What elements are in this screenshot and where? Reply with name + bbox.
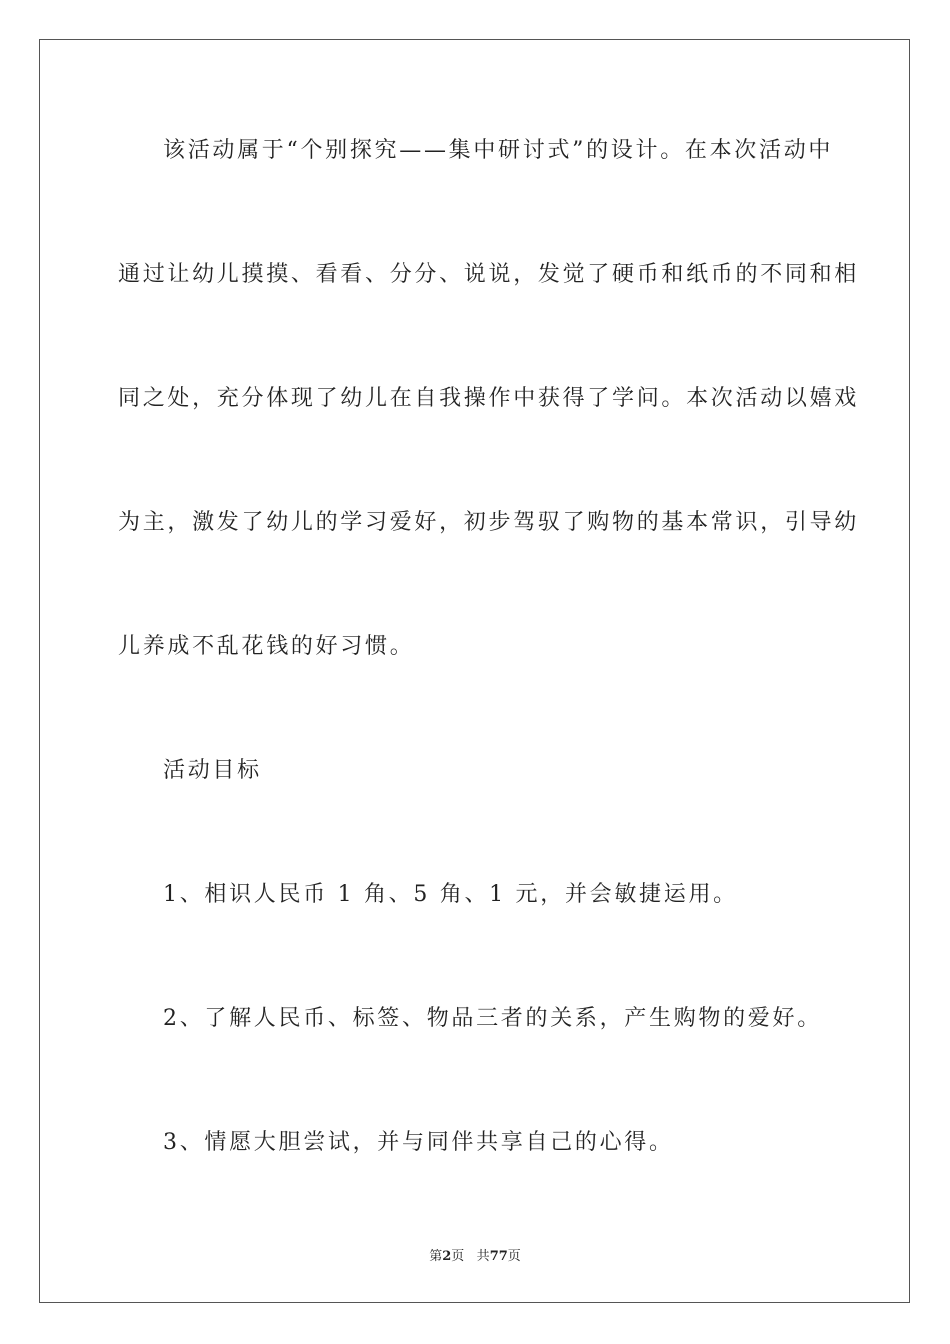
paragraph-line-4: 为主，激发了幼儿的学习爱好，初步驾驭了购物的基本常识，引导幼: [118, 510, 860, 535]
section-title: 活动目标: [163, 758, 262, 783]
footer-total-suffix: 页: [507, 1249, 521, 1264]
goal-item-1: 1、相识人民币 1 角、5 角、1 元，并会敏捷运用。: [163, 882, 738, 907]
paragraph-line-5: 儿养成不乱花钱的好习惯。: [118, 634, 415, 659]
page-border: [39, 39, 910, 1303]
footer-page-suffix: 页: [451, 1249, 465, 1264]
goal-item-3: 3、情愿大胆尝试，并与同伴共享自己的心得。: [163, 1130, 674, 1155]
footer-total-prefix: 共: [476, 1249, 490, 1264]
paragraph-line-1: 该活动属于“个别探究——集中研讨式”的设计。在本次活动中: [163, 138, 834, 163]
paragraph-line-3: 同之处，充分体现了幼儿在自我操作中获得了学问。本次活动以嬉戏: [118, 386, 860, 411]
goal-item-2: 2、了解人民币、标签、物品三者的关系，产生购物的爱好。: [163, 1006, 822, 1031]
paragraph-line-2: 通过让幼儿摸摸、看看、分分、说说，发觉了硬币和纸币的不同和相: [118, 262, 860, 287]
page-footer: [0, 1248, 950, 1266]
footer-page-prefix: 第: [429, 1249, 443, 1264]
footer-total-number: 77: [489, 1249, 508, 1264]
footer-page-number: 2: [442, 1249, 452, 1264]
